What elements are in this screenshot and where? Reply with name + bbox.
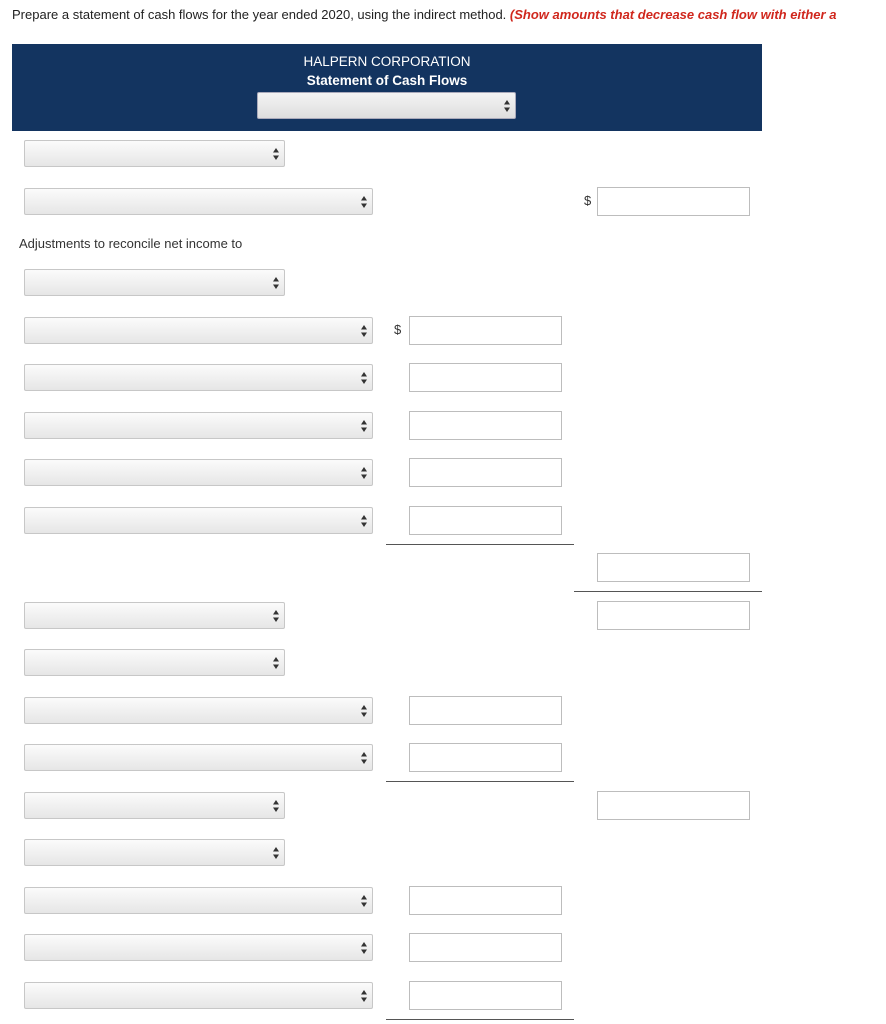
dollar-sign: $ [584,193,592,208]
amount-input-6[interactable] [409,411,562,440]
company-name: HALPERN CORPORATION [303,54,471,69]
select-arrows-icon [361,895,367,907]
statement-header [12,44,762,131]
subtotal-underline [386,1019,574,1020]
amount-input-net-income[interactable] [597,187,750,216]
line-item-select-1[interactable] [24,140,285,167]
line-item-select-9[interactable] [24,602,285,629]
subtotal-underline [386,781,574,782]
line-item-select-14[interactable] [24,839,285,866]
select-arrows-icon [361,372,367,384]
select-arrows-icon [361,515,367,527]
line-item-select-2[interactable] [24,188,373,215]
amount-input-15[interactable] [409,886,562,915]
adjustments-label: Adjustments to reconcile net income to [19,236,243,251]
amount-input-5[interactable] [409,363,562,392]
amount-input-4[interactable] [409,316,562,345]
select-arrows-icon [273,847,279,859]
select-arrows-icon [361,705,367,717]
line-item-select-5[interactable] [24,364,373,391]
amount-input-adjustments-total[interactable] [597,553,750,582]
line-item-select-3[interactable] [24,269,285,296]
amount-input-investing-total[interactable] [597,791,750,820]
dollar-sign: $ [394,322,402,337]
select-arrows-icon [361,990,367,1002]
line-item-select-16[interactable] [24,934,373,961]
line-item-select-13[interactable] [24,792,285,819]
line-item-select-15[interactable] [24,887,373,914]
statement-title: Statement of Cash Flows [306,73,468,88]
select-arrows-icon [361,942,367,954]
instructions-text [12,7,886,22]
select-arrows-icon [361,467,367,479]
line-item-select-7[interactable] [24,459,373,486]
select-arrows-icon [361,325,367,337]
select-arrows-icon [504,100,510,112]
line-item-select-8[interactable] [24,507,373,534]
amount-input-8[interactable] [409,506,562,535]
select-arrows-icon [361,420,367,432]
amount-input-7[interactable] [409,458,562,487]
subtotal-underline [386,544,574,545]
amount-input-16[interactable] [409,933,562,962]
amount-input-12[interactable] [409,743,562,772]
line-item-select-10[interactable] [24,649,285,676]
line-item-select-17[interactable] [24,982,373,1009]
amount-input-11[interactable] [409,696,562,725]
period-select[interactable] [257,92,516,119]
instructions-emphasis: (Show amounts that decrease cash flow with either a [509,7,837,22]
line-item-select-12[interactable] [24,744,373,771]
select-arrows-icon [361,752,367,764]
select-arrows-icon [273,610,279,622]
line-item-select-4[interactable] [24,317,373,344]
instructions-main: Prepare a statement of cash flows for the year ended 2020, using the indirect method. [12,7,507,22]
select-arrows-icon [273,148,279,160]
select-arrows-icon [273,800,279,812]
total-underline [574,591,762,592]
select-arrows-icon [273,277,279,289]
line-item-select-6[interactable] [24,412,373,439]
select-arrows-icon [273,657,279,669]
amount-input-17[interactable] [409,981,562,1010]
select-arrows-icon [361,196,367,208]
line-item-select-11[interactable] [24,697,373,724]
amount-input-operating-total[interactable] [597,601,750,630]
